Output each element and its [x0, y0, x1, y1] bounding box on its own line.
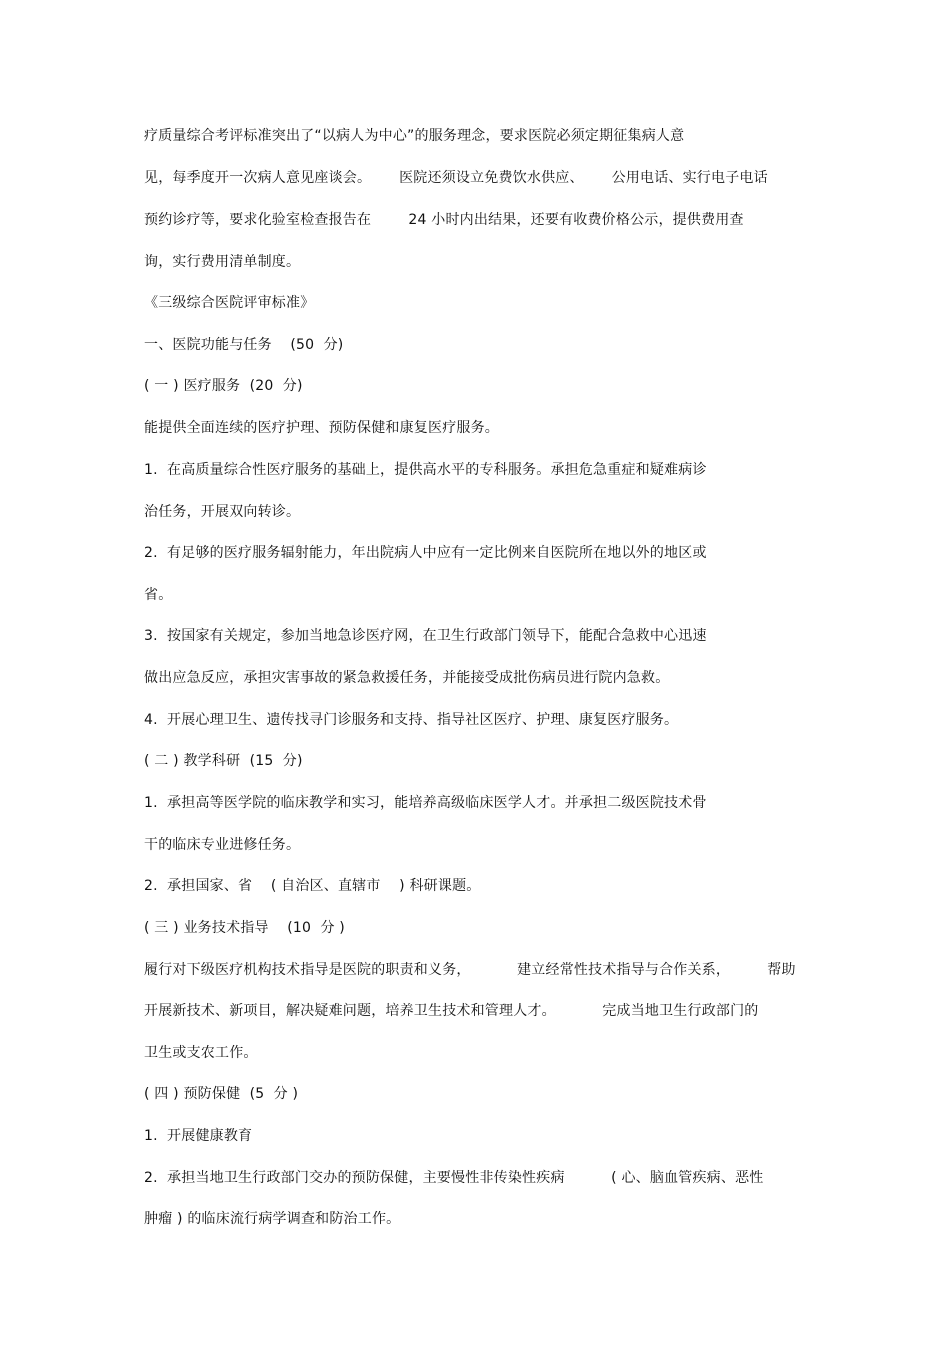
- subsection-heading: ( 四 ) 预防保健 (5 分 ): [144, 1086, 299, 1102]
- text-line: 能提供全面连续的医疗护理、预防保健和康复医疗服务。: [144, 420, 499, 436]
- text-line: 开展新技术、新项目，解决疑难问题，培养卫生技术和管理人才。 完成当地卫生行政部门的: [144, 1003, 759, 1019]
- list-item: 2. 承担国家、省 ( 自治区、直辖市 ) 科研课题。: [144, 878, 481, 894]
- text-line: 治任务，开展双向转诊。: [144, 504, 301, 520]
- list-item: 1. 承担高等医学院的临床教学和实习，能培养高级临床医学人才。并承担二级医院技术骨: [144, 795, 707, 811]
- text-line: 省。: [144, 587, 173, 603]
- text-line: 干的临床专业进修任务。: [144, 837, 301, 853]
- list-item: 1. 开展健康教育: [144, 1128, 253, 1144]
- list-item: 2. 有足够的医疗服务辐射能力，年出院病人中应有一定比例来自医院所在地以外的地区或: [144, 545, 707, 561]
- subsection-heading: ( 二 ) 教学科研 (15 分): [144, 753, 303, 769]
- text-line: 疗质量综合考评标准突出了“以病人为中心”的服务理念，要求医院必须定期征集病人意: [144, 128, 685, 144]
- text-line: 肿瘤 ) 的临床流行病学调查和防治工作。: [144, 1211, 401, 1227]
- section-heading: 一、医院功能与任务 (50 分): [144, 337, 344, 353]
- text-line: 履行对下级医疗机构技术指导是医院的职责和义务， 建立经常性技术指导与合作关系， 帮助: [144, 962, 796, 978]
- list-item: 3. 按国家有关规定，参加当地急诊医疗网，在卫生行政部门领导下，能配合急救中心迅速: [144, 628, 707, 644]
- subsection-heading: ( 一 ) 医疗服务 (20 分): [144, 378, 303, 394]
- list-item: 1. 在高质量综合性医疗服务的基础上，提供高水平的专科服务。承担危急重症和疑难病诊: [144, 462, 707, 478]
- text-line: 询，实行费用清单制度。: [144, 254, 301, 270]
- text-line: 预约诊疗等，要求化验室检查报告在 24 小时内出结果，还要有收费价格公示，提供费用查: [144, 212, 744, 228]
- list-item: 2. 承担当地卫生行政部门交办的预防保健，主要慢性非传染性疾病 ( 心、脑血管疾病、恶性: [144, 1170, 764, 1186]
- text-line: 做出应急反应，承担灾害事故的紧急救援任务，并能接受成批伤病员进行院内急救。: [144, 670, 670, 686]
- text-line: 见，每季度开一次病人意见座谈会。 医院还须设立免费饮水供应、 公用电话、实行电子电话: [144, 170, 768, 186]
- text-line: 卫生或支农工作。: [144, 1045, 258, 1061]
- document-title: 《三级综合医院评审标准》: [144, 295, 315, 311]
- list-item: 4. 开展心理卫生、遗传找寻门诊服务和支持、指导社区医疗、护理、康复医疗服务。: [144, 712, 679, 728]
- subsection-heading: ( 三 ) 业务技术指导 (10 分 ): [144, 920, 345, 936]
